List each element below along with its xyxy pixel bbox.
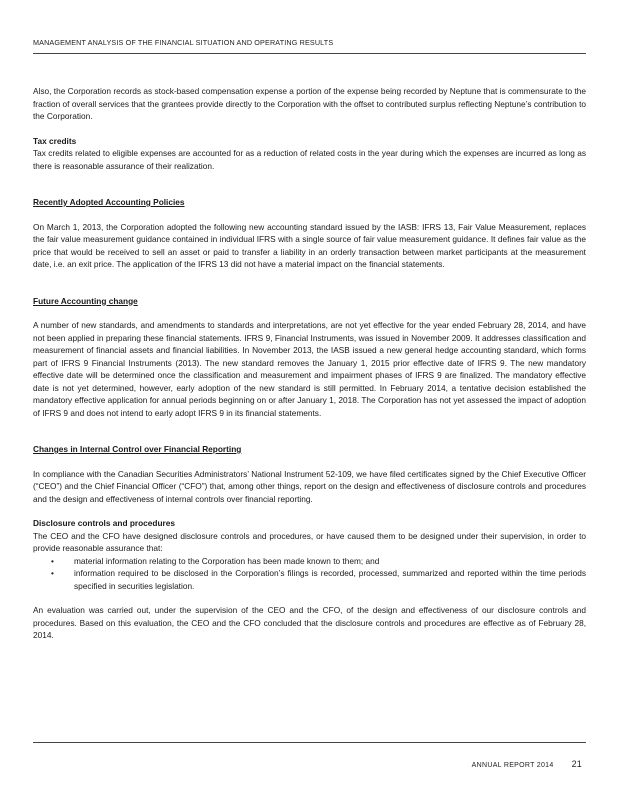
- future-accounting-heading: Future Accounting change: [33, 295, 138, 306]
- bullet-icon: •: [51, 568, 54, 578]
- internal-control-paragraph: In compliance with the Canadian Securities Administrators’ National Instrument 52-109, we have filed certificates signed by the Chief Executive Officer (“CEO”) and the Chief Financial Officer (“CFO”) that, among other things, report on the design and effectiveness of disclosure controls and procedures and the design and effectiveness of internal controls over financial reporting.: [33, 468, 586, 504]
- running-header: MANAGEMENT ANALYSIS OF THE FINANCIAL SITUATION AND OPERATING RESULTS: [33, 38, 334, 47]
- list-item: [33, 567, 586, 592]
- recently-adopted-heading: Recently Adopted Accounting Policies: [33, 197, 185, 207]
- footer-divider: [33, 742, 586, 743]
- recently-adopted-paragraph: On March 1, 2013, the Corporation adopted the following new accounting standard issued by the IASB: IFRS 13, Fair Value Measurement, replaces the fair value measurement guidance contained in individual IFRS with a single source of fair value measurement guidance. It defines fair value as the price that would be received to sell an asset or paid to transfer a liability in an orderly transaction between market participants at the measurement date, i.e. an exit price. The application of the IFRS 13 did not have a material impact on the financial statements.: [33, 221, 586, 269]
- tax-credits-heading: Tax credits: [33, 135, 77, 146]
- list-item: [33, 555, 586, 568]
- list-item-text: material information relating to the Corporation has been made known to them; and: [74, 555, 380, 566]
- disclosure-bullet-list: [33, 555, 586, 593]
- footer-label: ANNUAL REPORT 2014: [471, 762, 554, 769]
- bullet-icon: •: [51, 555, 54, 566]
- header-divider: [33, 53, 586, 54]
- tax-credits-paragraph: Tax credits related to eligible expenses are accounted for as a reduction of related costs in the year during which the expenses are incurred as long as there is reasonable assurance of their realization.: [33, 148, 586, 171]
- future-accounting-paragraph: A number of new standards, and amendments to standards and interpretations, are not yet effective for the year ended February 28, 2014, and have not been applied in preparing these financial statements. IFRS 9, Financial Instruments, was issued in November 2009. It addresses classification and measurement of financial assets and financial liabilities. In November 2013, the IASB issued a new general hedge accounting standard, which forms part of IFRS 9 Financial Instruments (2013). The new standard removes the January 1, 2015 prior effective date of IFRS 9. The new mandatory effective date will be determined once the classification and measurement and impairment phases of IFRS 9 are finalized. The mandatory effective date is not yet determined, however, early adoption of the new standard is still permitted. In February 2014, a tentative decision established the mandatory effective application for annual periods beginning on or after January 1, 2018. The Corporation has not yet assessed the impact of adoption of IFRS 9 and does not intend to early adopt IFRS 9 in its financial statements.: [33, 320, 586, 418]
- disclosure-controls-heading: Disclosure controls and procedures: [33, 518, 176, 528]
- internal-control-heading: Changes in Internal Control over Financial Reporting: [33, 444, 242, 454]
- list-item-text: information required to be disclosed in the Corporation’s filings is recorded, processed, summarized and reported within the time periods specified in securities legislation.: [74, 568, 586, 591]
- disclosure-controls-paragraph: The CEO and the CFO have designed disclosure controls and procedures, or have caused them to be designed under their supervision, in order to provide reasonable assurance that:: [33, 530, 586, 553]
- page-number: 21: [571, 759, 582, 769]
- intro-paragraph: Also, the Corporation records as stock-based compensation expense a portion of the expense being recorded by Neptune that is commensurate to the fraction of overall services that the grantees provide directly to the Corporation with the offset to contributed surplus reflecting Neptune’s contribution to the Corporation.: [33, 86, 586, 121]
- page-footer: [472, 759, 582, 769]
- evaluation-paragraph: An evaluation was carried out, under the supervision of the CEO and the CFO, of the design and effectiveness of our disclosure controls and procedures. Based on this evaluation, the CEO and the CFO concluded that the disclosure controls and procedures are effective as of February 28, 2014.: [33, 605, 586, 640]
- page-body: [33, 85, 586, 642]
